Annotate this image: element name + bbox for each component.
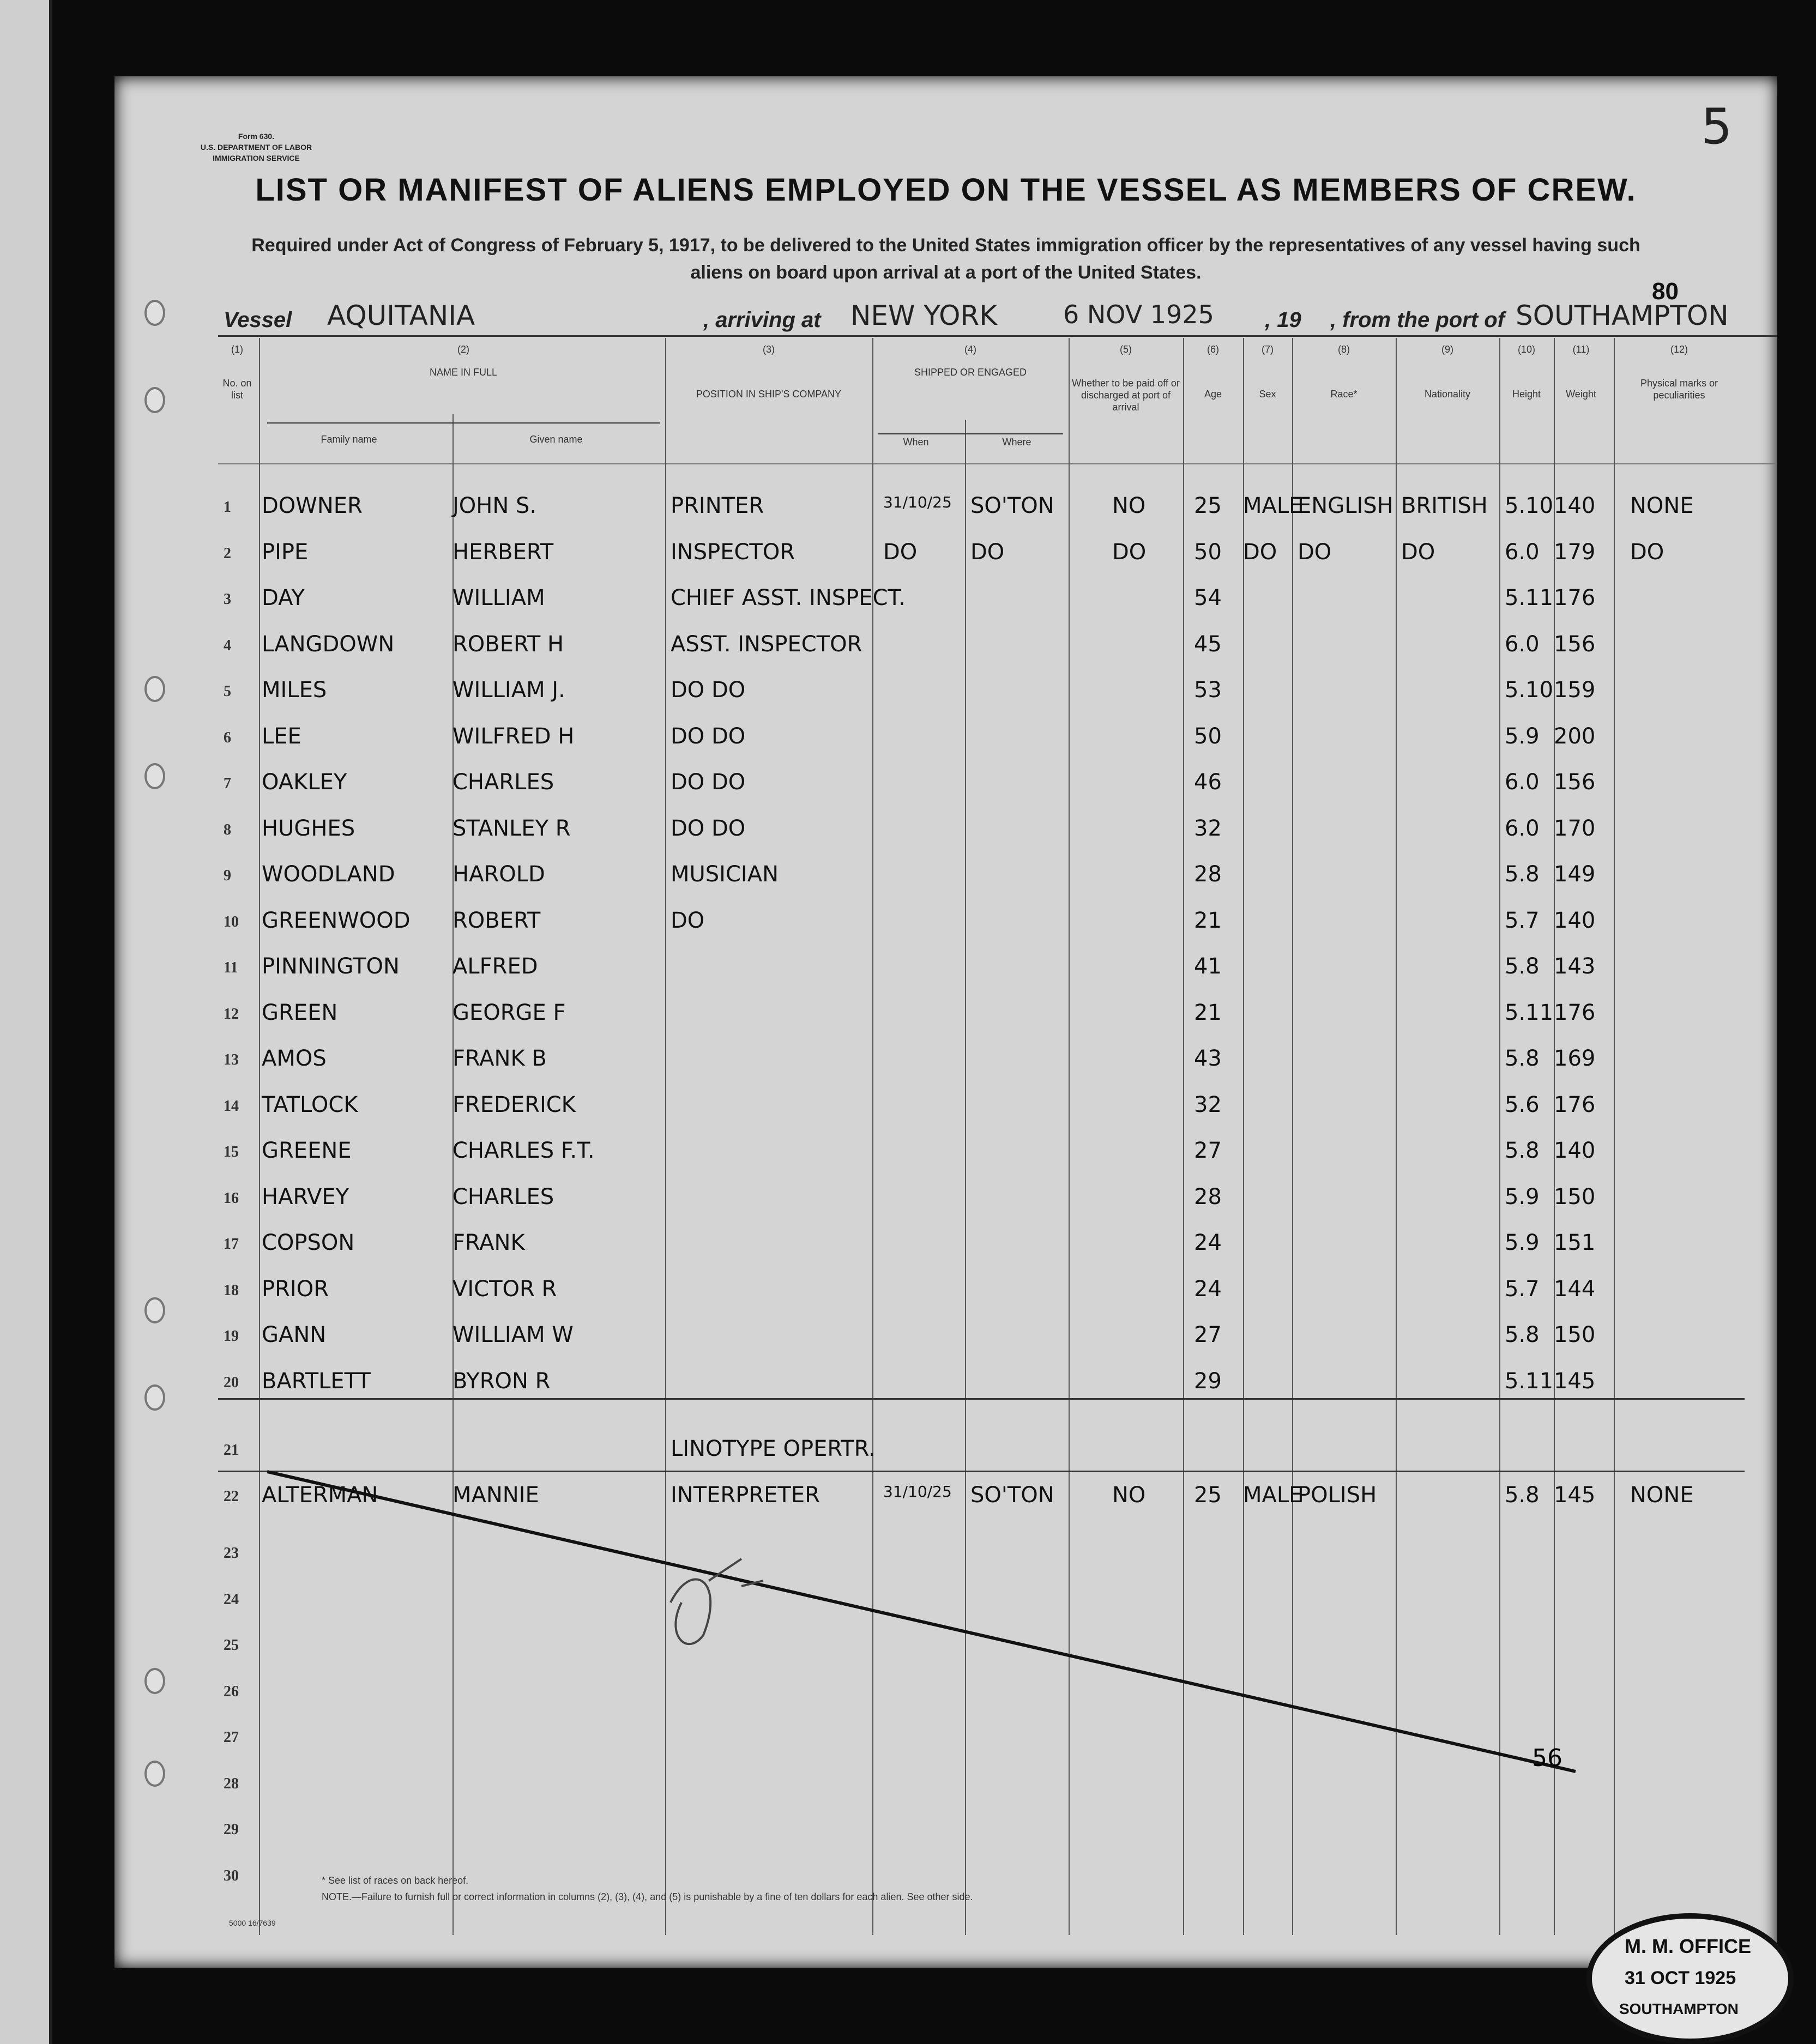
cell-height: 5.9 [1505, 1230, 1540, 1255]
col5-number: (5) [1120, 344, 1132, 355]
cell-given: WILLIAM [453, 585, 545, 610]
cell-n: 1 [224, 499, 231, 516]
col8-label: Race* [1330, 389, 1358, 400]
cell-weight: 140 [1554, 908, 1596, 933]
cell-position: CHIEF ASST. INSPECT. [671, 585, 906, 610]
cell-marks: DO [1630, 539, 1664, 565]
cell-n: 4 [224, 637, 231, 654]
cell-position: INTERPRETER [671, 1482, 820, 1508]
cell-given: STANLEY R [453, 815, 571, 841]
cell-family: GREEN [262, 1000, 338, 1025]
cell-when: 31/10/25 [883, 493, 952, 511]
cell-n: 8 [224, 821, 231, 838]
cell-height: 5.10 [1505, 678, 1554, 703]
cell-age: 54 [1194, 585, 1222, 610]
arriving-label: , arriving at [703, 308, 821, 332]
cell-n: 6 [224, 729, 231, 746]
cell-position: ASST. INSPECTOR [671, 631, 862, 657]
binder-hole [144, 1761, 165, 1787]
cell-position: DO DO [671, 678, 746, 703]
year-label: , 19 [1265, 308, 1301, 332]
cell-height: 5.9 [1505, 1184, 1540, 1210]
cell-n: 29 [224, 1821, 239, 1838]
cell-given: CHARLES F.T. [453, 1138, 595, 1163]
cell-n: 20 [224, 1374, 239, 1391]
cell-position: DO DO [671, 770, 746, 795]
binder-hole [144, 676, 165, 702]
cell-height: 6.0 [1505, 539, 1540, 565]
cell-position: DO DO [671, 723, 746, 749]
cell-n: 21 [224, 1442, 239, 1459]
cell-paid: NO [1112, 1482, 1146, 1508]
col8-number: (8) [1338, 344, 1350, 355]
cell-weight: 145 [1554, 1482, 1596, 1508]
stamp-date: 31 OCT 1925 [1625, 1968, 1736, 1988]
form-number: Form 630. [238, 132, 275, 141]
col2-family-header: Family name [321, 434, 377, 445]
col11-label: Weight [1566, 389, 1596, 400]
binder-hole [144, 300, 165, 326]
col9-label: Nationality [1424, 389, 1471, 400]
col7-label: Sex [1259, 389, 1276, 400]
manifest-sheet [114, 76, 1777, 2017]
cell-given: HAROLD [453, 862, 545, 887]
col6-label: Age [1204, 389, 1222, 400]
stamp-top: M. M. OFFICE [1625, 1935, 1751, 1957]
cell-when: DO [883, 539, 918, 565]
cell-height: 5.7 [1505, 908, 1540, 933]
cell-race: POLISH [1298, 1482, 1377, 1508]
from-port-label: , from the port of [1330, 308, 1505, 332]
col5-label: Whether to be paid off or discharged at port of arrival [1072, 378, 1180, 413]
col3-number: (3) [763, 344, 775, 355]
vessel-label: Vessel [224, 308, 292, 332]
print-code: 5000 16/7639 [229, 1919, 276, 1927]
cell-family: COPSON [262, 1230, 355, 1255]
binder-hole [144, 763, 165, 789]
cell-family: BARTLETT [262, 1368, 371, 1394]
cell-family: LEE [262, 723, 301, 749]
cell-weight: 140 [1554, 493, 1596, 518]
cell-weight: 179 [1554, 539, 1596, 565]
cell-age: 25 [1194, 1482, 1222, 1508]
cell-n: 27 [224, 1729, 239, 1746]
cell-given: FRANK B [453, 1046, 547, 1071]
signature-scribble [671, 1559, 763, 1644]
cell-paid: DO [1112, 539, 1147, 565]
cell-marks: NONE [1630, 493, 1694, 518]
cell-weight: 143 [1554, 954, 1596, 979]
cell-given: ROBERT [453, 908, 541, 933]
document-title: LIST OR MANIFEST OF ALIENS EMPLOYED ON THE VESSEL AS MEMBERS OF CREW. [255, 172, 1637, 208]
vessel-name: AQUITANIA [327, 300, 475, 331]
col4-where-header: Where [1002, 437, 1031, 447]
cell-n: 22 [224, 1487, 239, 1505]
arrival-port: NEW YORK [850, 300, 998, 331]
cell-family: GREENE [262, 1138, 352, 1163]
cell-race: DO [1298, 539, 1332, 565]
cell-n: 23 [224, 1545, 239, 1562]
binder-edge [0, 0, 52, 2044]
cell-height: 6.0 [1505, 815, 1540, 841]
tally-mark: 56 [1532, 1744, 1562, 1772]
cell-marks: NONE [1630, 1482, 1694, 1508]
cell-family: MILES [262, 678, 327, 703]
cell-height: 5.11 [1505, 1368, 1554, 1394]
cell-height: 6.0 [1505, 631, 1540, 657]
col9-number: (9) [1441, 344, 1453, 355]
cell-position: PRINTER [671, 493, 764, 518]
cell-family: WOODLAND [262, 862, 395, 887]
cell-n: 28 [224, 1775, 239, 1792]
cell-family: DOWNER [262, 493, 363, 518]
cell-position: DO DO [671, 815, 746, 841]
cell-given: HERBERT [453, 539, 554, 565]
cell-n: 26 [224, 1683, 239, 1700]
cell-family: DAY [262, 585, 305, 610]
race-note: * See list of races on back hereof. [322, 1875, 469, 1886]
cell-age: 46 [1194, 770, 1222, 795]
cell-age: 29 [1194, 1368, 1222, 1394]
cell-age: 27 [1194, 1138, 1222, 1163]
cell-n: 9 [224, 867, 231, 884]
cell-n: 16 [224, 1189, 239, 1207]
cell-family: GANN [262, 1322, 327, 1347]
cell-position: LINOTYPE OPERTR. [671, 1436, 876, 1461]
cell-height: 5.7 [1505, 1276, 1540, 1302]
cell-family: TATLOCK [262, 1092, 358, 1117]
office-stamp [1586, 1913, 1794, 2044]
cell-age: 28 [1194, 862, 1222, 887]
cell-given: ALFRED [453, 954, 538, 979]
cell-n: 3 [224, 591, 231, 608]
cell-weight: 145 [1554, 1368, 1596, 1394]
cell-height: 5.8 [1505, 1482, 1540, 1508]
penalty-note: NOTE.—Failure to furnish full or correct information in columns (2), (3), (4), and (5) is punishable by a fine of ten dollars for each alien. See other side. [322, 1891, 973, 1902]
cell-age: 45 [1194, 631, 1222, 657]
cell-age: 53 [1194, 678, 1222, 703]
col2-given-header: Given name [529, 434, 583, 445]
cell-sex: MALE [1243, 1482, 1303, 1508]
cell-given: WILLIAM W [453, 1322, 574, 1347]
cell-family: HUGHES [262, 815, 355, 841]
cell-n: 10 [224, 913, 239, 930]
cell-height: 5.8 [1505, 1138, 1540, 1163]
stamp-bottom: SOUTHAMPTON [1619, 2000, 1739, 2017]
col10-label: Height [1512, 389, 1541, 400]
cell-age: 50 [1194, 539, 1222, 565]
cell-weight: 176 [1554, 1092, 1596, 1117]
cell-age: 27 [1194, 1322, 1222, 1347]
cell-n: 17 [224, 1236, 239, 1253]
cell-family: OAKLEY [262, 770, 347, 795]
cell-weight: 151 [1554, 1230, 1596, 1255]
manifest-number: 80 [1652, 278, 1679, 305]
subtitle-line-1: Required under Act of Congress of February 5, 1917, to be delivered to the United States immigration officer by the representatives of any vessel having such [251, 235, 1640, 256]
cell-n: 14 [224, 1097, 239, 1115]
cell-n: 11 [224, 959, 238, 976]
cell-given: BYRON R [453, 1368, 551, 1394]
cell-weight: 176 [1554, 585, 1596, 610]
cell-family: PINNINGTON [262, 954, 400, 979]
cell-n: 19 [224, 1328, 239, 1345]
cell-where: DO [970, 539, 1005, 565]
cell-height: 5.6 [1505, 1092, 1540, 1117]
cell-age: 21 [1194, 908, 1222, 933]
col12-number: (12) [1670, 344, 1688, 355]
cell-age: 50 [1194, 723, 1222, 749]
cell-weight: 200 [1554, 723, 1596, 749]
cell-weight: 169 [1554, 1046, 1596, 1071]
cell-weight: 159 [1554, 678, 1596, 703]
cell-given: JOHN S. [453, 493, 537, 518]
service: IMMIGRATION SERVICE [213, 154, 300, 162]
cell-weight: 156 [1554, 631, 1596, 657]
cell-height: 5.8 [1505, 862, 1540, 887]
cell-position: DO [671, 908, 705, 933]
col10-number: (10) [1517, 344, 1535, 355]
cell-n: 12 [224, 1005, 239, 1023]
arrival-date: 6 NOV 1925 [1063, 300, 1214, 329]
departure-port: SOUTHAMPTON [1516, 300, 1729, 331]
col11-number: (11) [1572, 344, 1590, 355]
cell-sex: MALE [1243, 493, 1303, 518]
cell-given: WILLIAM J. [453, 678, 565, 703]
cell-race: ENGLISH [1298, 493, 1393, 518]
col7-number: (7) [1262, 344, 1274, 355]
cell-n: 13 [224, 1051, 239, 1068]
cell-height: 5.9 [1505, 723, 1540, 749]
col12-label: Physical marks or peculiarities [1640, 378, 1718, 401]
cell-height: 5.8 [1505, 1322, 1540, 1347]
cell-n: 15 [224, 1144, 239, 1160]
cell-height: 5.10 [1505, 493, 1554, 518]
cell-given: GEORGE F [453, 1000, 566, 1025]
cell-given: FRANK [453, 1230, 525, 1255]
cell-when: 31/10/25 [883, 1482, 952, 1501]
binder-hole [144, 1668, 165, 1694]
cell-age: 32 [1194, 815, 1222, 841]
cell-family: ALTERMAN [262, 1482, 378, 1508]
col1-number: (1) [231, 344, 243, 355]
col6-number: (6) [1207, 344, 1219, 355]
col2-label: NAME IN FULL [429, 367, 498, 378]
cell-age: 41 [1194, 954, 1222, 979]
col1-label: No. on list [222, 378, 252, 401]
cell-family: AMOS [262, 1046, 327, 1071]
col2-number: (2) [457, 344, 469, 355]
cell-height: 6.0 [1505, 770, 1540, 795]
cell-age: 24 [1194, 1230, 1222, 1255]
cell-age: 43 [1194, 1046, 1222, 1071]
cell-nationality: DO [1401, 539, 1435, 565]
cell-where: SO'TON [970, 1482, 1054, 1508]
col4-when-header: When [903, 437, 929, 447]
cancel-line [114, 76, 1777, 1968]
department: U.S. DEPARTMENT OF LABOR [200, 143, 312, 152]
cell-given: MANNIE [453, 1482, 539, 1508]
cell-n: 5 [224, 683, 231, 700]
subtitle-line-2: aliens on board upon arrival at a port of the United States. [690, 262, 1202, 283]
cell-where: SO'TON [970, 493, 1054, 518]
cell-weight: 176 [1554, 1000, 1596, 1025]
cell-n: 2 [224, 545, 231, 562]
cell-height: 5.11 [1505, 585, 1554, 610]
page-mark: 5 [1701, 98, 1733, 155]
cell-position: MUSICIAN [671, 862, 779, 887]
cell-height: 5.8 [1505, 954, 1540, 979]
cell-weight: 156 [1554, 770, 1596, 795]
cell-n: 18 [224, 1281, 239, 1299]
cell-weight: 140 [1554, 1138, 1596, 1163]
cell-given: FREDERICK [453, 1092, 576, 1117]
col3-label: POSITION IN SHIP'S COMPANY [696, 389, 842, 400]
cell-family: LANGDOWN [262, 631, 395, 657]
cell-nationality: BRITISH [1401, 493, 1488, 518]
cell-sex: DO [1243, 539, 1277, 565]
cell-height: 5.11 [1505, 1000, 1554, 1025]
cell-given: VICTOR R [453, 1276, 557, 1302]
cell-family: HARVEY [262, 1184, 349, 1210]
cell-position: INSPECTOR [671, 539, 795, 565]
cell-n: 7 [224, 775, 231, 792]
cell-paid: NO [1112, 493, 1146, 518]
cell-age: 21 [1194, 1000, 1222, 1025]
cell-age: 28 [1194, 1184, 1222, 1210]
cell-weight: 144 [1554, 1276, 1596, 1302]
col4-number: (4) [964, 344, 976, 355]
cell-n: 24 [224, 1591, 239, 1608]
cell-weight: 150 [1554, 1322, 1596, 1347]
cell-given: ROBERT H [453, 631, 564, 657]
cell-given: CHARLES [453, 1184, 554, 1210]
cell-family: GREENWOOD [262, 908, 411, 933]
cell-age: 32 [1194, 1092, 1222, 1117]
cell-age: 24 [1194, 1276, 1222, 1302]
cell-n: 30 [224, 1867, 239, 1884]
cell-weight: 149 [1554, 862, 1596, 887]
binder-hole [144, 1384, 165, 1411]
cell-weight: 150 [1554, 1184, 1596, 1210]
cell-age: 25 [1194, 493, 1222, 518]
binder-hole [144, 1297, 165, 1323]
cell-n: 25 [224, 1637, 239, 1654]
col4-label: SHIPPED OR ENGAGED [914, 367, 1027, 378]
cell-family: PIPE [262, 539, 309, 565]
cell-family: PRIOR [262, 1276, 329, 1302]
binder-hole [144, 387, 165, 413]
cell-height: 5.8 [1505, 1046, 1540, 1071]
cell-weight: 170 [1554, 815, 1596, 841]
cell-given: CHARLES [453, 770, 554, 795]
cell-given: WILFRED H [453, 723, 575, 749]
